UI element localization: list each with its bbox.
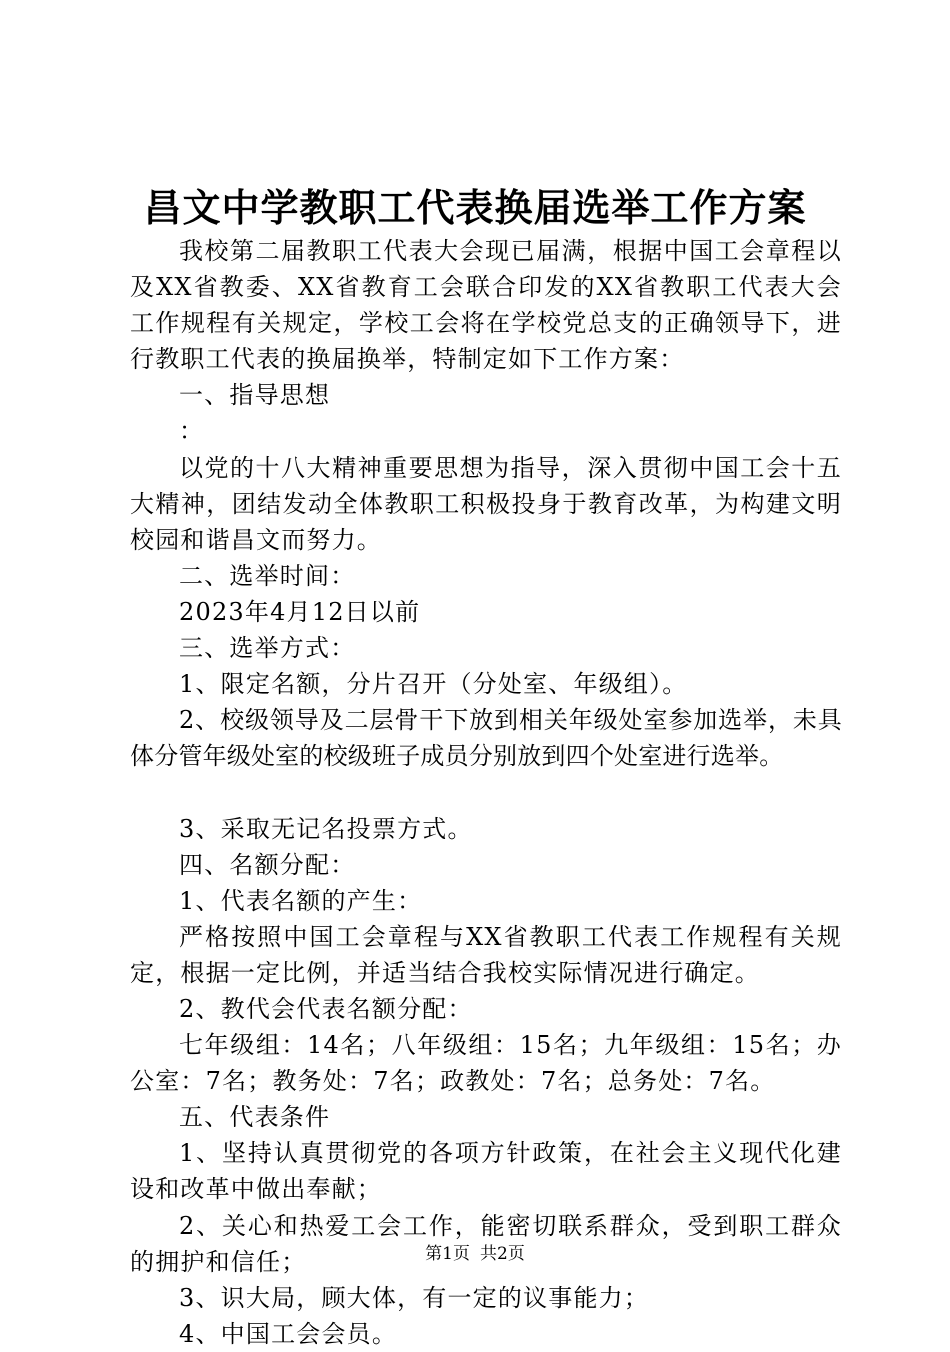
list-item-condition-3: 3、识大局，顾大体，有一定的议事能力； [179, 1283, 650, 1312]
list-item-method-3: 3、采取无记名投票方式。 [179, 814, 473, 843]
list-item-quota-1: 1、代表名额的产生： [179, 886, 423, 915]
paragraph-election-date: 2023年4月12日以前 [179, 597, 421, 626]
list-item-quota-2: 2、教代会代表名额分配： [179, 994, 473, 1023]
page-total: 共2页 [480, 1244, 525, 1264]
list-item-condition-1: 1、坚持认真贯彻党的各项方针政策，在社会主义现代化建设和改革中做出奉献； [130, 1139, 842, 1204]
paragraph-intro: 我校第二届教职工代表大会现已届满，根据中国工会章程以及XX省教委、XX省教育工会联合印发的XX省教职工代表大会工作规程有关规定，学校工会将在学校党总支的正确领导下，进行教职工代表的换届换举，特制定如下工作方案： [130, 237, 842, 374]
list-item-method-1: 1、限定名额，分片召开（分处室、年级组）。 [179, 670, 688, 699]
paragraph-quota-rule: 严格按照中国工会章程与XX省教职工代表工作规程有关规定，根据一定比例，并适当结合我校实际情况进行确定。 [130, 922, 842, 987]
paragraph-guiding-thought: 以党的十八大精神重要思想为指导，深入贯彻中国工会十五大精神，团结发动全体教职工积极投身于教育改革，为构建文明校园和谐昌文而努力。 [130, 453, 842, 554]
page-footer [0, 1242, 950, 1266]
heading-guiding-thought: 一、指导思想 [179, 381, 331, 410]
page-number: 第1页 [425, 1244, 470, 1264]
paragraph-colon: ： [179, 417, 205, 446]
heading-election-time: 二、选举时间： [179, 561, 356, 590]
list-item-method-2: 2、校级领导及二层骨干下放到相关年级处室参加选举，未具体分管年级处室的校级班子成员分别放到四个处室进行选举。 [130, 706, 842, 771]
document-title: 昌文中学教职工代表换届选举工作方案 [143, 185, 807, 230]
blank-line [130, 774, 842, 810]
heading-quota: 四、名额分配： [179, 850, 356, 879]
list-item-condition-2: 2、关心和热爱工会工作，能密切联系群众，受到职工群众的拥护和信任； [130, 1211, 842, 1276]
document-body [130, 233, 842, 1352]
paragraph-quota-allocation: 七年级组：14名；八年级组：15名；九年级组：15名；办公室：7名；教务处：7名；政教处：7名；总务处：7名。 [130, 1031, 842, 1096]
heading-election-method: 三、选举方式： [179, 634, 356, 663]
heading-conditions: 五、代表条件 [179, 1103, 331, 1132]
list-item-condition-4: 4、中国工会会员。 [179, 1319, 398, 1348]
